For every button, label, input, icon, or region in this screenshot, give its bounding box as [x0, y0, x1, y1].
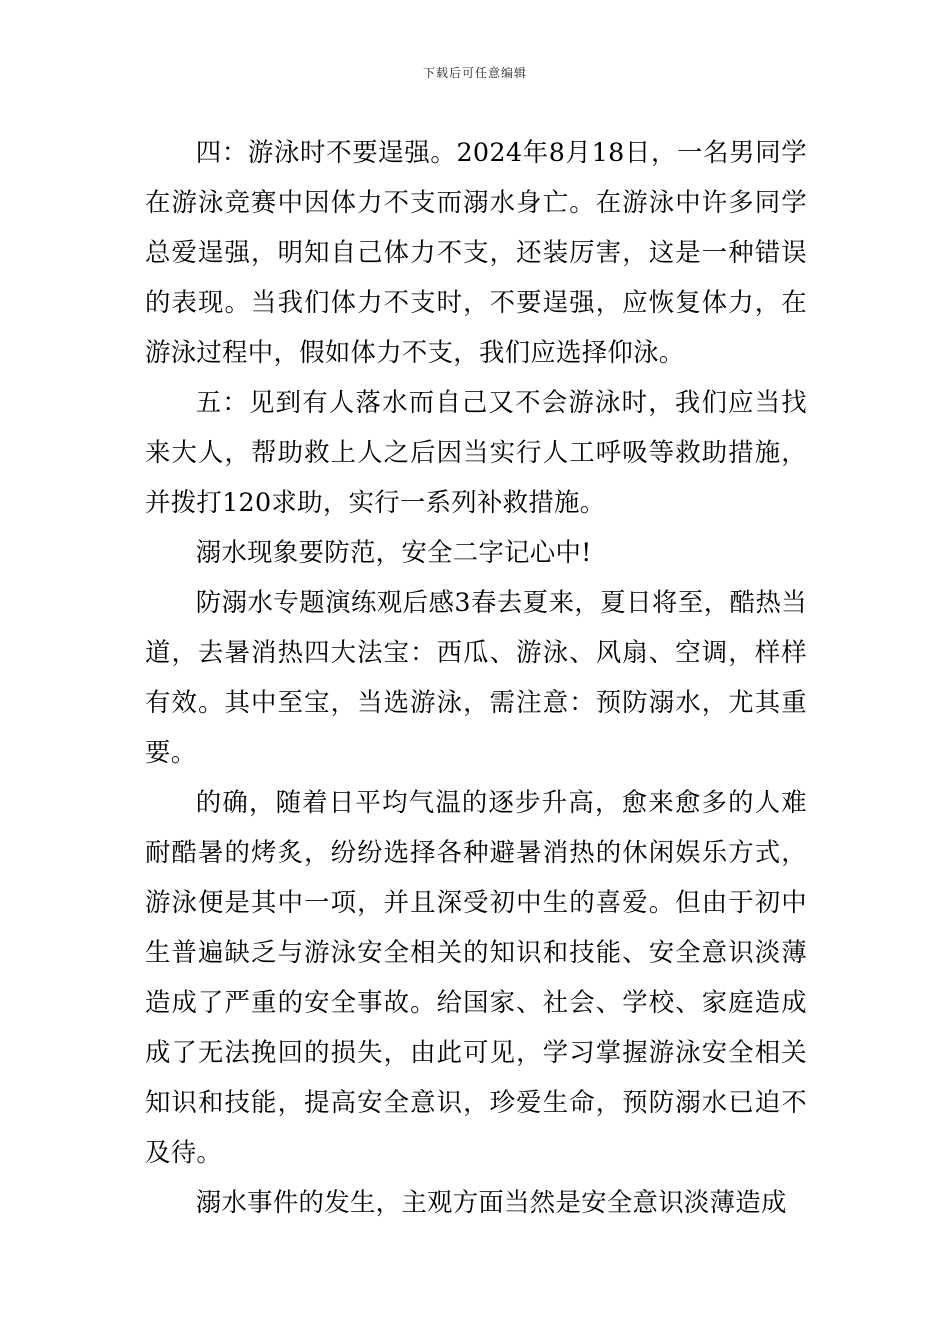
paragraph-rule-four: 四：游泳时不要逞强。2024年8月18日，一名男同学在游泳竞赛中因体力不支而溺水身亡。在游泳中许多同学总爱逞强，明知自己体力不支，还装厉害，这是一种错误的表现。当我们体力不支时，不要逞强，应恢复体力，在游泳过程中，假如体力不支，我们应选择仰泳。 [145, 137, 807, 367]
paragraph-reflection-3: 防溺水专题演练观后感3春去夏来，夏日将至，酷热当道，去暑消热四大法宝：西瓜、游泳、风扇、空调，样样有效。其中至宝，当选游泳，需注意：预防溺水，尤其重要。 [145, 587, 807, 767]
paragraph-indeed: 的确，随着日平均气温的逐步升高，愈来愈多的人难耐酷暑的烤炙，纷纷选择各种避暑消热的休闲娱乐方式，游泳便是其中一项，并且深受初中生的喜爱。但由于初中生普遍缺乏与游泳安全相关的知识和技能、安全意识淡薄造成了严重的安全事故。给国家、社会、学校、家庭造成成了无法挽回的损失，由此可见，学习掌握游泳安全相关知识和技能，提高安全意识，珍爱生命，预防溺水已迫不及待。 [145, 787, 807, 1167]
paragraph-rule-five: 五：见到有人落水而自己又不会游泳时，我们应当找来大人，帮助救上人之后因当实行人工呼吸等救助措施，并拨打120求助，实行一系列补救措施。 [145, 387, 807, 517]
document-body [145, 127, 807, 1227]
paragraph-slogan: 溺水现象要防范，安全二字记心中! [195, 537, 592, 567]
page-header: 下载后可任意编辑 [422, 66, 527, 80]
paragraph-drowning-causes: 溺水事件的发生，主观方面当然是安全意识淡薄造成 [195, 1187, 787, 1217]
